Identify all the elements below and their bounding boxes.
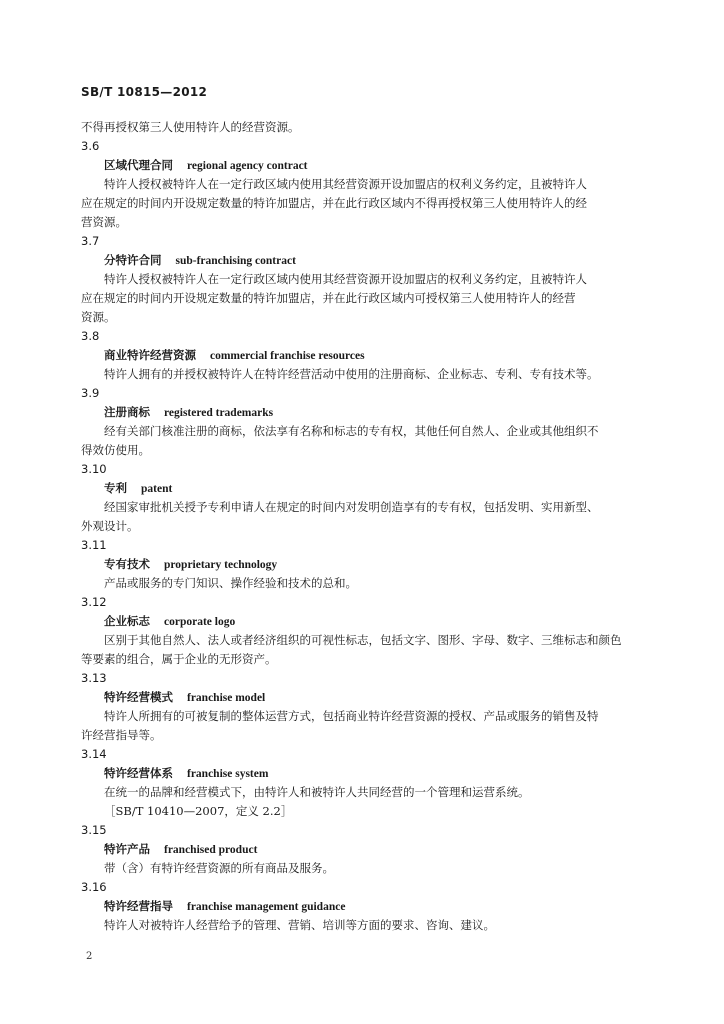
text-line: 经有关部门核准注册的商标，依法享有名称和标志的专有权，其他任何自然人、企业或其他组织不 [104,424,599,438]
text-line: 特许人授权被特许人在一定行政区域内使用其经营资源开设加盟店的权利义务约定，且被特许人 [104,272,587,286]
term-english: commercial franchise resources [210,350,365,362]
term-english: proprietary technology [164,559,278,571]
term-chinese: 专利 [104,481,127,495]
clause-number: 3.16 [81,880,107,894]
term-definition [81,365,641,384]
text-line: 营资源。 [81,215,127,229]
term-entry-3-16 [81,878,641,935]
term-heading [81,346,641,365]
term-entry-3-6 [81,137,641,232]
term-english: franchise management guidance [187,901,346,913]
clause-number: 3.8 [81,329,100,343]
clause-number: 3.14 [81,747,107,761]
text-line: 特许人授权被特许人在一定行政区域内使用其经营资源开设加盟店的权利义务约定，且被特许人 [104,177,587,191]
term-entry-3-11 [81,536,641,593]
term-entry-3-7 [81,232,641,327]
term-heading [81,251,641,270]
clause-number: 3.10 [81,462,107,476]
term-heading [81,612,641,631]
term-definition [81,422,641,460]
term-definition [81,175,641,232]
text-line: 特许人所拥有的可被复制的整体运营方式，包括商业特许经营资源的授权、产品或服务的销售及特 [104,709,599,723]
clause-number: 3.7 [81,234,100,248]
term-heading [81,156,641,175]
term-english: franchised product [164,844,258,856]
text-line: 许经营指导等。 [81,728,162,742]
term-english: franchise model [187,692,266,704]
page-number: 2 [86,951,93,962]
term-heading [81,688,641,707]
clause-number: 3.11 [81,538,107,552]
clause-number: 3.12 [81,595,107,609]
term-english: corporate logo [164,616,236,628]
term-heading [81,555,641,574]
text-line: 得效仿使用。 [81,443,150,457]
term-entry-3-9 [81,384,641,460]
text-line: 经国家审批机关授予专利申请人在规定的时间内对发明创造享有的专有权，包括发明、实用新型、 [104,500,599,514]
text-line: 带（含）有特许经营资源的所有商品及服务。 [104,861,334,875]
clause-number: 3.13 [81,671,107,685]
term-chinese: 区域代理合同 [104,158,173,172]
term-english: franchise system [187,768,269,780]
term-heading [81,840,641,859]
term-definition [81,707,641,745]
text-line: 资源。 [81,310,116,324]
term-entry-3-13 [81,669,641,745]
clause-number: 3.6 [81,139,100,153]
text-line: 区别于其他自然人、法人或者经济组织的可视性标志，包括文字、图形、字母、数字、三维标志和颜色 [104,633,622,647]
term-heading [81,479,641,498]
term-entry-3-15 [81,821,641,878]
text-line: 特许人对被特许人经营给予的管理、营销、培训等方面的要求、咨询、建议。 [104,918,495,932]
term-definition [81,498,641,536]
term-entry-3-12 [81,593,641,669]
clause-number: 3.15 [81,823,107,837]
term-definition [81,859,641,878]
term-definition [81,916,641,935]
standard-code-header: SB/T 10815—2012 [81,85,208,99]
text-line: 不得再授权第三人使用特许人的经营资源。 [81,120,300,134]
term-chinese: 特许经营模式 [104,690,173,704]
text-line: 外观设计。 [81,519,139,533]
text-line: 特许人拥有的并授权被特许人在特许经营活动中使用的注册商标、企业标志、专利、专有技术等。 [104,367,599,381]
term-english: regional agency contract [187,160,308,172]
term-definition [81,574,641,593]
text-line: 在统一的品牌和经营模式下，由特许人和被特许人共同经营的一个管理和运营系统。 [104,785,530,799]
term-chinese: 特许产品 [104,842,150,856]
text-line: 应在规定的时间内开设规定数量的特许加盟店，并在此行政区域内可授权第三人使用特许人的经营 [81,291,576,305]
term-english: sub-franchising contract [175,255,296,267]
source-reference: ［SB/T 10410—2007，定义 2.2］ [104,804,293,818]
term-heading [81,403,641,422]
document-body [81,118,641,935]
text-line: 产品或服务的专门知识、操作经验和技术的总和。 [104,576,357,590]
term-definition [81,270,641,327]
term-heading [81,897,641,916]
term-chinese: 分特许合同 [104,253,162,267]
term-english: registered trademarks [164,407,274,419]
term-definition [81,631,641,669]
text-line: 应在规定的时间内开设规定数量的特许加盟店，并在此行政区域内不得再授权第三人使用特许人的经 [81,196,587,210]
term-chinese: 注册商标 [104,405,150,419]
term-entry-3-14 [81,745,641,821]
text-line: 等要素的组合，属于企业的无形资产。 [81,652,277,666]
term-heading [81,764,641,783]
clause-number: 3.9 [81,386,100,400]
term-definition [81,783,641,821]
term-english: patent [141,483,173,495]
term-entry-3-10 [81,460,641,536]
continuation-text [81,118,641,137]
term-chinese: 企业标志 [104,614,150,628]
term-chinese: 专有技术 [104,557,150,571]
term-chinese: 特许经营体系 [104,766,173,780]
term-chinese: 特许经营指导 [104,899,173,913]
term-entry-3-8 [81,327,641,384]
term-chinese: 商业特许经营资源 [104,348,196,362]
